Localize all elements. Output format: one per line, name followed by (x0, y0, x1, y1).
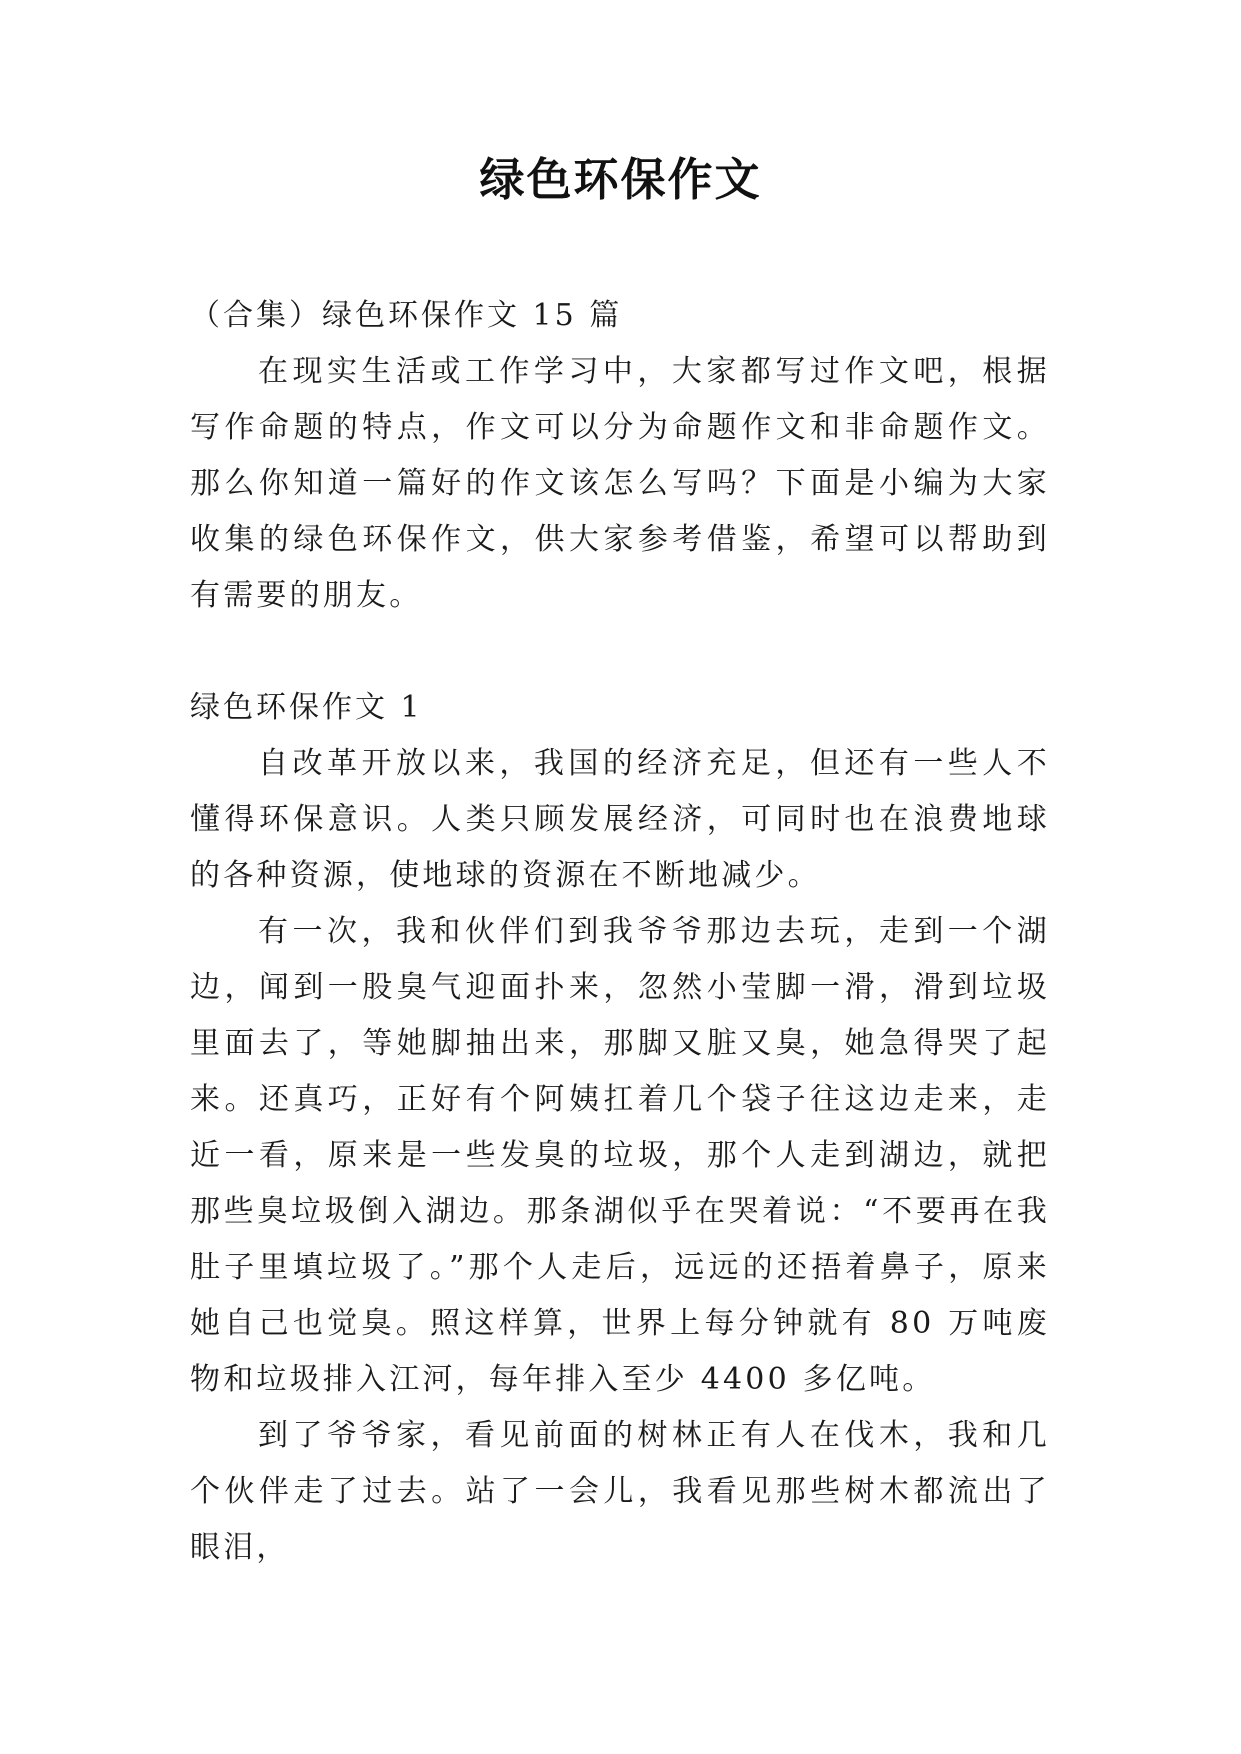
section-paragraph: 自改革开放以来，我国的经济充足，但还有一些人不懂得环保意识。人类只顾发展经济，可同时也在浪费地球的各种资源，使地球的资源在不断地减少。 (190, 746, 1050, 893)
section-heading: 绿色环保作文 1 (190, 690, 423, 725)
section-paragraph: 到了爷爷家，看见前面的树林正有人在伐木，我和几个伙伴走了过去。站了一会儿，我看见那些树木都流出了眼泪， (190, 1418, 1050, 1565)
intro-paragraph: 在现实生活或工作学习中，大家都写过作文吧，根据写作命题的特点，作文可以分为命题作文和非命题作文。那么你知道一篇好的作文该怎么写吗？下面是小编为大家收集的绿色环保作文，供大家参考借鉴，希望可以帮助到有需要的朋友。 (190, 354, 1050, 613)
paragraph-spacer (190, 624, 1050, 680)
document-title: 绿色环保作文 (479, 153, 762, 206)
document-subtitle: （合集）绿色环保作文 15 篇 (190, 298, 623, 333)
section-paragraph: 有一次，我和伙伴们到我爷爷那边去玩，走到一个湖边，闻到一股臭气迎面扑来，忽然小莹脚一滑，滑到垃圾里面去了，等她脚抽出来，那脚又脏又臭，她急得哭了起来。还真巧，正好有个阿姨扛着几个袋子往这边走来，走近一看，原来是一些发臭的垃圾，那个人走到湖边，就把那些臭垃圾倒入湖边。那条湖似乎在哭着说：“不要再在我肚子里填垃圾了。”那个人走后，远远的还捂着鼻子，原来她自己也觉臭。照这样算，世界上每分钟就有 80 万吨废物和垃圾排入江河，每年排入至少 4400 多亿吨。 (190, 914, 1050, 1397)
document-body (190, 288, 1050, 1576)
